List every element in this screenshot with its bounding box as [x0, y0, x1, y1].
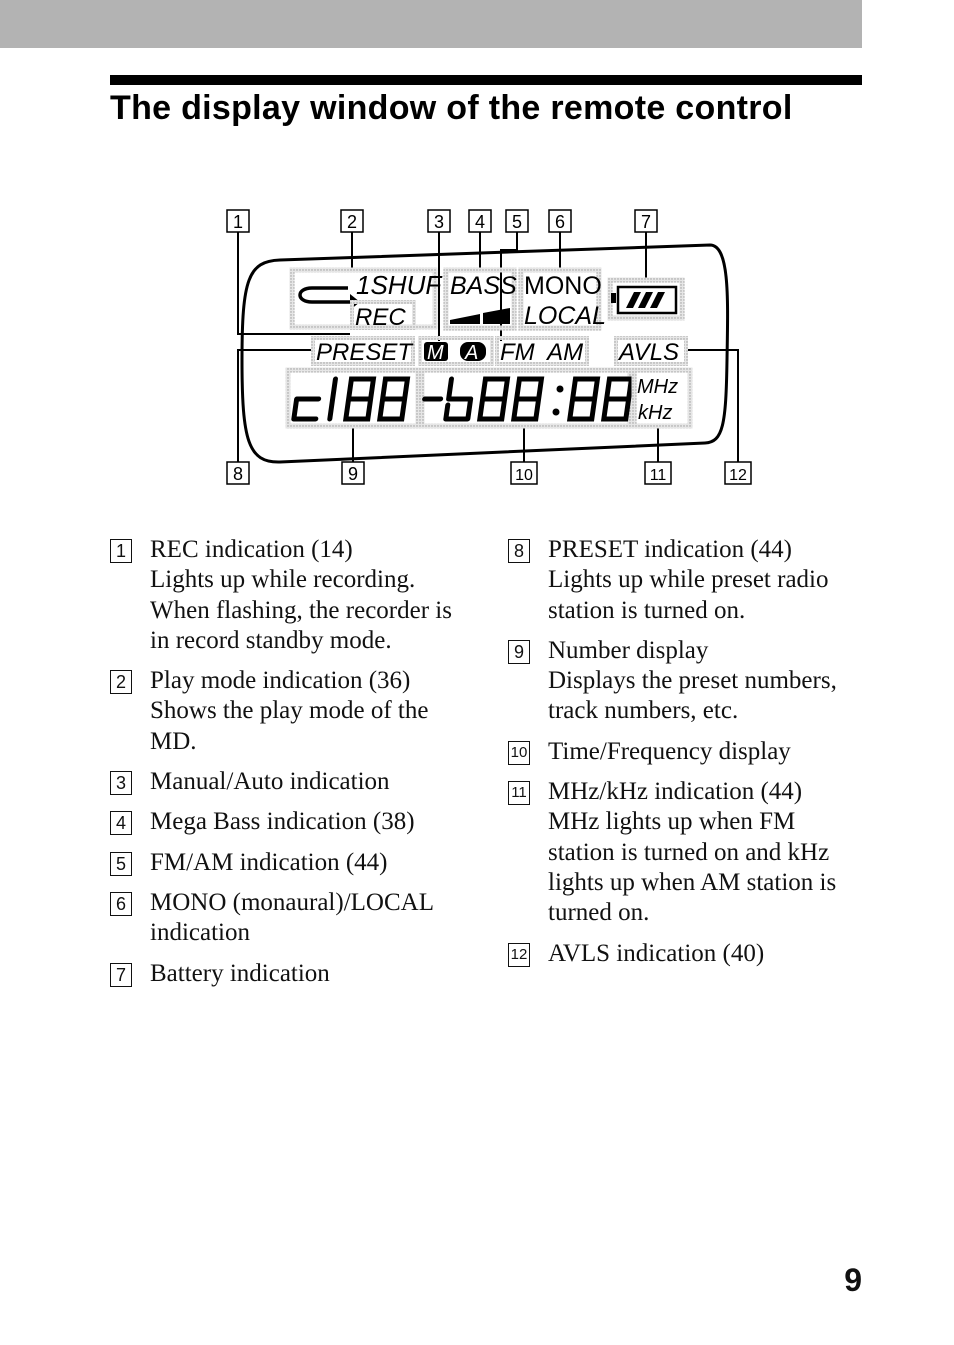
item-title: Play mode indication (36): [150, 667, 411, 695]
item-number: 5: [110, 852, 132, 876]
callout-7: [635, 210, 657, 232]
callout-12: [725, 462, 751, 484]
item-description: Shows the play mode of the MD.: [150, 697, 429, 755]
list-item: [110, 959, 470, 989]
item-title: Mega Bass indication (38): [150, 808, 415, 836]
local-label: LOCAL: [524, 302, 606, 330]
item-title: Number display: [548, 636, 709, 664]
list-item: [508, 939, 868, 969]
page-number: 9: [844, 1262, 862, 1298]
svg-text:8: 8: [232, 464, 244, 484]
callout-8: [227, 462, 249, 484]
svg-text:3: 3: [433, 212, 445, 232]
title-rule: [110, 75, 862, 85]
callout-5: [506, 210, 528, 232]
list-item: [110, 535, 470, 656]
manual-label: M: [427, 342, 444, 364]
list-item: [508, 535, 868, 626]
item-number: 3: [110, 771, 132, 795]
svg-text:2: 2: [346, 212, 358, 232]
band-label: FM AM: [500, 339, 584, 366]
svg-text:10: 10: [515, 467, 533, 484]
item-number: 2: [110, 670, 132, 694]
item-number: 7: [110, 963, 132, 987]
callout-10: [511, 462, 537, 484]
avls-label: AVLS: [619, 339, 680, 366]
item-title: Time/Frequency display: [548, 737, 791, 765]
item-title: Manual/Auto indication: [150, 768, 390, 796]
svg-text:1: 1: [232, 212, 244, 232]
item-description: Lights up while recording. When flashing, the recorder is in record standby mode.: [150, 566, 452, 654]
auto-label: A: [465, 342, 479, 364]
item-number: 9: [508, 640, 530, 664]
item-description: Displays the preset numbers, track numbers, etc.: [548, 667, 837, 725]
callout-4: [469, 210, 491, 232]
avls-segment: [616, 338, 686, 366]
rec-segment: [352, 302, 414, 331]
preset-label: PRESET: [316, 339, 413, 366]
callout-6: [549, 210, 571, 232]
item-number: 6: [110, 892, 132, 916]
list-item: [110, 666, 470, 757]
svg-text:6: 6: [554, 212, 566, 232]
band-segment: [497, 338, 587, 366]
preset-segment: [313, 338, 414, 366]
item-title: REC indication (14): [150, 536, 353, 563]
list-item: [110, 767, 470, 797]
list-item: [110, 848, 470, 878]
header-band: [0, 0, 862, 48]
mono-label: MONO: [524, 272, 602, 300]
description-column-right: [508, 535, 868, 979]
battery-icon: [610, 280, 682, 318]
time-frequency-display: [422, 370, 632, 426]
item-description: MHz lights up when FM station is turned on and kHz lights up when AM station is turned on.: [548, 808, 837, 927]
khz-label: kHz: [638, 402, 673, 424]
list-item: [508, 777, 868, 928]
display-diagram: [200, 200, 760, 500]
svg-text:12: 12: [729, 467, 747, 484]
list-item: [508, 636, 868, 727]
list-item: [508, 737, 868, 767]
svg-text:5: 5: [511, 212, 523, 232]
svg-text:9: 9: [347, 464, 359, 484]
rec-label: REC: [355, 304, 406, 331]
bass-label: BASS: [450, 272, 517, 300]
callout-1: [227, 210, 249, 232]
item-description: Lights up while preset radio station is turned on.: [548, 566, 829, 624]
bass-segment: [446, 270, 517, 328]
shuffle-label: 1SHUF: [356, 270, 442, 300]
item-title: PRESET indication (44): [548, 536, 792, 563]
item-number: 11: [508, 781, 530, 805]
item-title: FM/AM indication (44): [150, 848, 388, 876]
callout-9: [342, 462, 364, 484]
item-title: Battery indication: [150, 959, 330, 987]
mhz-label: MHz: [637, 376, 679, 398]
callout-11: [645, 462, 671, 484]
page-title: The display window of the remote control: [110, 89, 793, 127]
svg-text:11: 11: [649, 467, 667, 484]
svg-text:4: 4: [474, 212, 486, 232]
number-display: [288, 370, 418, 426]
list-item: [110, 888, 470, 949]
item-number: 10: [508, 741, 530, 765]
mono-local-segment: [521, 270, 606, 330]
description-column-left: [110, 535, 470, 999]
callout-3: [428, 210, 450, 232]
manual-auto-segment: [420, 338, 492, 364]
item-title: MHz/kHz indication (44): [548, 778, 803, 806]
mhz-khz-segment: [634, 370, 690, 426]
list-item: [110, 807, 470, 837]
callout-2: [341, 210, 363, 232]
item-number: 8: [508, 539, 530, 563]
svg-text:7: 7: [640, 212, 652, 232]
item-number: 4: [110, 811, 132, 835]
item-number: 1: [110, 539, 132, 563]
item-title: MONO (monaural)/LOCAL indication: [150, 888, 434, 947]
item-number: 12: [508, 943, 530, 967]
item-title: AVLS indication (40): [548, 939, 765, 967]
